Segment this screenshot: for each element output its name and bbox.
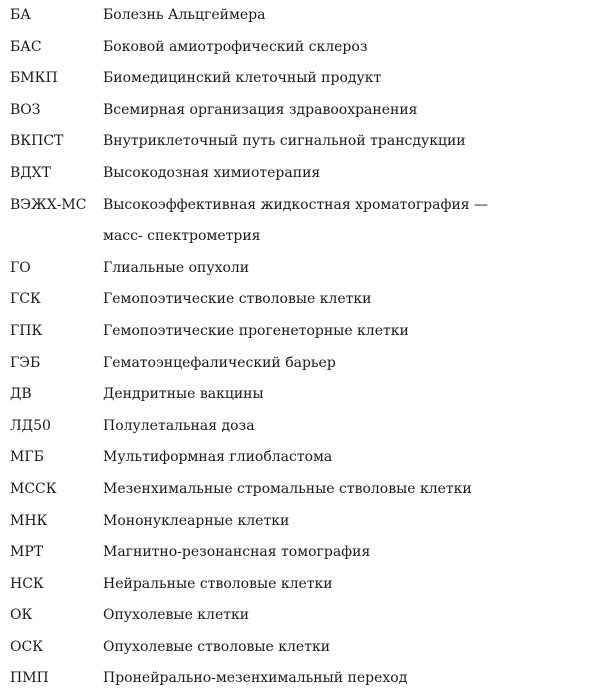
abbreviation-row [10, 316, 585, 348]
abbreviation-definition: Гематоэнцефалический барьер [103, 354, 336, 371]
abbreviation-term: БМКП [10, 70, 58, 87]
abbreviation-definition: Магнитно-резонансная томография [103, 544, 371, 561]
abbreviation-definition: Дендритные вакцины [103, 386, 264, 403]
abbreviation-row [10, 158, 585, 190]
abbreviation-row [10, 348, 585, 380]
abbreviation-row [10, 126, 585, 158]
abbreviation-row [10, 537, 585, 569]
abbreviation-term: ОСК [10, 638, 44, 655]
abbreviation-row [10, 284, 585, 316]
abbreviation-term: БА [10, 7, 31, 23]
abbreviation-definition: Полулетальная доза [103, 417, 255, 434]
abbreviation-term: ОК [10, 607, 33, 624]
abbreviation-term: БАС [10, 38, 42, 55]
abbreviation-row [10, 411, 585, 443]
abbreviation-term: МНК [10, 512, 48, 529]
abbreviation-definition: Мононуклеарные клетки [103, 512, 290, 529]
abbreviation-definition: Мультиформная глиобластома [103, 449, 333, 466]
abbreviation-definition: Пронейрально-мезенхимальный переход [103, 670, 408, 687]
abbreviation-definition: Болезнь Альцгеймера [103, 7, 266, 23]
abbreviation-term: НСК [10, 575, 44, 592]
abbreviation-row [10, 442, 585, 474]
definition-line: Высокоэффективная жидкостная хроматография — [103, 196, 489, 213]
abbreviation-term: МРТ [10, 544, 44, 561]
abbreviation-term: ГПК [10, 322, 43, 339]
definition-line: масс- спектрометрия [103, 228, 261, 245]
abbreviation-definition: Глиальные опухоли [103, 259, 250, 276]
abbreviation-term: ПМП [10, 670, 49, 687]
abbreviation-definition: Внутриклеточный путь сигнальной трансдукции [103, 133, 466, 150]
abbreviation-term: ГСК [10, 291, 41, 308]
abbreviation-row [10, 0, 585, 32]
abbreviation-row [10, 190, 585, 253]
abbreviation-definition: Нейральные стволовые клетки [103, 575, 333, 592]
abbreviation-definition: Высокодозная химиотерапия [103, 164, 321, 181]
abbreviation-definition: Всемирная организация здравоохранения [103, 101, 418, 118]
abbreviation-term: МГБ [10, 449, 44, 466]
abbreviation-row [10, 506, 585, 538]
abbreviation-term: ЛД50 [10, 417, 51, 434]
abbreviation-term: ГО [10, 259, 31, 276]
abbreviation-term: ГЭБ [10, 354, 41, 371]
abbreviation-term: ВКПСТ [10, 133, 64, 150]
abbreviation-definition: Боковой амиотрофический склероз [103, 38, 368, 55]
abbreviation-term: ВДХТ [10, 164, 51, 181]
abbreviation-row [10, 95, 585, 127]
abbreviation-row [10, 663, 585, 695]
abbreviation-row [10, 632, 585, 664]
abbreviation-term: ДВ [10, 386, 32, 403]
abbreviation-term: ВОЗ [10, 101, 41, 118]
abbreviation-definition: Опухолевые клетки [103, 607, 250, 624]
abbreviation-row [10, 379, 585, 411]
abbreviation-row [10, 474, 585, 506]
abbreviation-definition: Гемопоэтические стволовые клетки [103, 291, 372, 308]
abbreviation-definition: Биомедицинский клеточный продукт [103, 70, 382, 87]
abbreviation-definition: Мезенхимальные стромальные стволовые клетки [103, 480, 472, 497]
abbreviation-definition [103, 190, 585, 253]
abbreviation-row [10, 32, 585, 64]
abbreviation-definition: Опухолевые стволовые клетки [103, 638, 331, 655]
abbreviation-term: ВЭЖХ-МС [10, 196, 87, 213]
abbreviation-row [10, 253, 585, 285]
abbreviation-row [10, 600, 585, 632]
abbreviation-definition: Гемопоэтические прогенеторные клетки [103, 322, 409, 339]
abbreviation-row [10, 63, 585, 95]
abbreviation-list [10, 0, 585, 695]
abbreviation-term: МССК [10, 480, 57, 497]
abbreviation-row [10, 569, 585, 601]
